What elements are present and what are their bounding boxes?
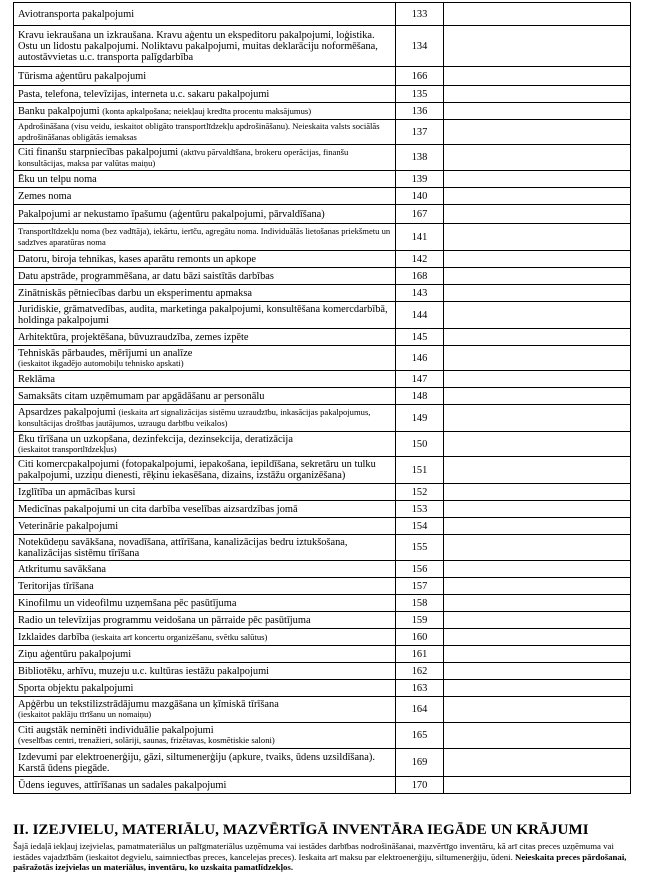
row-label-text: Ziņu aģentūru pakalpojumi [18,648,132,660]
table-row [14,388,631,405]
row-value-field[interactable] [444,561,631,578]
row-code: 152 [396,484,444,501]
row-label-text: Citi augstāk neminēti individuālie pakalpojumi [18,725,214,737]
row-label-text: Arhitektūra, projektēšana, būvuzraudzība, zemes izpēte [18,331,249,343]
row-label-text: Atkritumu savākšana [18,563,107,575]
row-label-text: Datu apstrāde, programmēšana, ar datu bāzi saistītās darbības [18,270,274,282]
row-code: 166 [396,67,444,86]
section-2-body-text: Šajā iedaļā iekļauj izejvielas, pamatmateriālus un palīgmateriālus uzņēmuma vai iestādes darbības nodrošināšanai, mazvērtīgo inventāru, kā arī citas preces uzņēmuma vai iestādes vajadzībām (ieskaitot degvielu, saimniecības preces, kancelejas preces). Ieskaita arī maksu par elektroenerģiju, siltumenerģiju, ūdeni. [13,841,614,862]
row-label [14,646,396,663]
table-row [14,484,631,501]
row-code: 148 [396,388,444,405]
table-row [14,595,631,612]
row-code: 136 [396,103,444,120]
row-value-field[interactable] [444,518,631,535]
row-value-field[interactable] [444,371,631,388]
row-label [14,3,396,26]
row-label-note: Transportlīdzekļu noma (bez vadītāja), iekārtu, ierīču, agregātu noma. Individuālās lietošanas priekšmetu un sadzīves aparatūras noma [18,226,391,247]
row-code: 164 [396,697,444,723]
row-label [14,67,396,86]
row-value-field[interactable] [444,432,631,457]
row-value-field[interactable] [444,329,631,346]
row-label-text: Juridiskie, grāmatvedības, audita, marketinga pakalpojumi, konsultēšana komercdarbībā, holdinga pakalpojumi [18,304,388,326]
table-row [14,188,631,205]
row-label-text: Reklāma [18,373,55,385]
row-label-text: Veterinārie pakalpojumi [18,520,119,532]
row-label [14,329,396,346]
row-code: 160 [396,629,444,646]
row-label-text: Pakalpojumi ar nekustamo īpašumu (aģentūru pakalpojumi, pārvaldīšana) [18,208,325,220]
section-2-description [13,841,633,873]
table-row [14,663,631,680]
row-label-note: (konta apkalpošana; neiekļauj kredīta procentu maksājumus) [102,105,312,116]
row-value-field[interactable] [444,346,631,371]
table-row [14,86,631,103]
row-label-text: Medicīnas pakalpojumi un cita darbība veselības aizsardzības jomā [18,503,298,515]
table-row [14,329,631,346]
table-row [14,646,631,663]
table-row [14,145,631,171]
row-value-field[interactable] [444,171,631,188]
table-row [14,629,631,646]
row-value-field[interactable] [444,578,631,595]
table-row [14,26,631,67]
row-value-field[interactable] [444,67,631,86]
row-code: 144 [396,302,444,329]
section-2-body-bold: Neieskaita preces pārdošanai, pašražotās izejvielas un materiālus, inventāru, ko uzskaita pamatlīdzekļos. [13,851,627,872]
row-value-field[interactable] [444,646,631,663]
row-code: 138 [396,145,444,171]
table-row [14,224,631,251]
row-label [14,697,396,723]
row-value-field[interactable] [444,251,631,268]
row-code: 142 [396,251,444,268]
row-label-text: Citi komercpakalpojumi (fotopakalpojumi, iepakošana, iepildīšana, sekretāru un tulku pakalpojumi, uzziņu dienesti, rēķinu iekasēšana, dizains, izstāžu organizēšana) [18,459,376,481]
section-2-title: II. IZEJVIELU, MATERIĀLU, MAZVĒRTĪGĀ INVENTĀRA IEGĀDE UN KRĀJUMI [13,822,589,838]
row-label-text: Tūrisma aģentūru pakalpojumi [18,70,147,82]
row-value-field[interactable] [444,302,631,329]
row-code: 162 [396,663,444,680]
row-label [14,595,396,612]
row-label-text: Sporta objektu pakalpojumi [18,682,134,694]
row-label [14,501,396,518]
row-label [14,680,396,697]
row-code: 151 [396,457,444,484]
table-row [14,578,631,595]
row-code: 159 [396,612,444,629]
row-value-field[interactable] [444,777,631,794]
row-label-text: Bibliotēku, arhīvu, muzeju u.c. kultūras iestāžu pakalpojumi [18,665,270,677]
row-code: 137 [396,120,444,145]
row-code: 139 [396,171,444,188]
row-code: 163 [396,680,444,697]
row-label [14,723,396,749]
row-label [14,302,396,329]
row-label [14,518,396,535]
row-label [14,224,396,251]
row-label-note: (ieskaitot paklāju tīrīšanu un nomaiņu) [18,709,152,720]
services-table [13,2,631,794]
row-label [14,484,396,501]
row-label [14,103,396,120]
table-row [14,501,631,518]
table-row [14,285,631,302]
row-value-field[interactable] [444,629,631,646]
row-label [14,205,396,224]
row-label [14,388,396,405]
row-value-field[interactable] [444,484,631,501]
table-row [14,171,631,188]
row-label [14,457,396,484]
row-label-text: Datoru, biroja tehnikas, kases aparātu remonts un apkope [18,253,257,265]
row-label-text: Samaksāts citam uzņēmumam par apgādāšanu ar personālu [18,390,265,402]
row-code: 146 [396,346,444,371]
row-label-note: (aktīvu pārvaldīšana, brokeru operācijas, finanšu konsultācijas, maksa par valūtas maiņu) [18,146,349,168]
row-value-field[interactable] [444,120,631,145]
row-value-field[interactable] [444,3,631,26]
row-code: 170 [396,777,444,794]
row-code: 156 [396,561,444,578]
row-label-note: Apdrošināšana (visu veidu, ieskaitot obligāto transportlīdzekļu apdrošināšanu). Neieskaita valsts sociālās apdrošināšanas obligātās iemaksas [18,121,380,142]
row-label-text: Kinofilmu un videofilmu uzņemšana pēc pasūtījuma [18,597,237,609]
row-value-field[interactable] [444,268,631,285]
row-code: 154 [396,518,444,535]
row-label [14,612,396,629]
row-value-field[interactable] [444,595,631,612]
row-label-text: Izdevumi par elektroenerģiju, gāzi, siltumenerģiju (apkure, tvaiks, ūdens uzsildīšana). Karstā ūdens piegāde. [18,751,375,774]
table-row [14,120,631,145]
row-label [14,663,396,680]
row-value-field[interactable] [444,188,631,205]
row-label-text: Apģērbu un tekstilizstrādājumu mazgāšana un ķīmiskā tīrīšana [18,699,279,711]
row-label [14,629,396,646]
row-code: 134 [396,26,444,67]
row-value-field[interactable] [444,388,631,405]
row-code: 150 [396,432,444,457]
table-row [14,302,631,329]
row-label-text: Radio un televīzijas programmu veidošana un pārraide pēc pasūtījuma [18,614,311,626]
row-code: 147 [396,371,444,388]
row-label-text: Citi finanšu starpniecības pakalpojumi [18,146,179,158]
row-label [14,405,396,432]
table-row [14,561,631,578]
row-code: 133 [396,3,444,26]
row-label-text: Tehniskās pārbaudes, mērījumi un analīze [18,347,193,359]
row-label-text: Ūdens ieguves, attīrīšanas un sadales pakalpojumi [18,779,227,791]
row-value-field[interactable] [444,145,631,171]
row-code: 158 [396,595,444,612]
row-label [14,432,396,457]
row-label [14,749,396,777]
row-label [14,777,396,794]
table-row [14,405,631,432]
row-label-text: Zemes noma [18,190,72,202]
row-label-text: Ēku un telpu noma [18,173,97,185]
services-table-body [14,3,631,794]
row-code: 140 [396,188,444,205]
row-label [14,120,396,145]
table-row [14,697,631,723]
table-row [14,251,631,268]
row-code: 161 [396,646,444,663]
row-label-text: Aviotransporta pakalpojumi [18,8,135,20]
row-label [14,371,396,388]
row-code: 145 [396,329,444,346]
table-row [14,268,631,285]
row-label [14,145,396,171]
row-value-field[interactable] [444,535,631,561]
row-code: 149 [396,405,444,432]
table-row [14,3,631,26]
row-value-field[interactable] [444,749,631,777]
row-code: 167 [396,205,444,224]
row-value-field[interactable] [444,224,631,251]
section-2 [13,822,633,873]
table-row [14,103,631,120]
row-label-note: (ieskaitot transportlīdzekļus) [18,443,117,454]
row-label [14,561,396,578]
row-label-note: (ieskaitot ikgadējo automobiļu tehnisko apskati) [18,357,184,368]
row-value-field[interactable] [444,612,631,629]
row-label-text: Notekūdeņu savākšana, novadīšana, attīrīšana, kanalizācijas bedru iztukšošana, kanalizācijas sistēmu tīrīšana [18,536,348,559]
table-row [14,518,631,535]
table-row [14,749,631,777]
table-row [14,457,631,484]
table-row [14,612,631,629]
row-label [14,268,396,285]
row-label-text: Apsardzes pakalpojumi [18,407,116,418]
table-row [14,371,631,388]
row-value-field[interactable] [444,680,631,697]
row-value-field[interactable] [444,501,631,518]
row-value-field[interactable] [444,405,631,432]
row-label-note: (ieskaita arī koncertu organizēšanu, svētku salūtus) [91,631,268,642]
table-row [14,432,631,457]
row-label [14,535,396,561]
row-code: 157 [396,578,444,595]
row-code: 141 [396,224,444,251]
row-value-field[interactable] [444,457,631,484]
row-label-note: (ieskaita arī signalizācijas sistēmu uzraudzību, inkasācijas pakalpojumus, konsultācijas drošības jautājumos, uzraugu darbību veikalos) [18,407,371,428]
row-code: 135 [396,86,444,103]
row-code: 165 [396,723,444,749]
row-code: 143 [396,285,444,302]
row-label-text: Teritorijas tīrīšana [18,580,94,592]
table-row [14,346,631,371]
table-row [14,205,631,224]
row-label-text: Pasta, telefona, televīzijas, interneta u.c. sakaru pakalpojumi [18,88,270,100]
row-value-field[interactable] [444,285,631,302]
row-label [14,171,396,188]
row-label-text: Banku pakalpojumi [18,105,100,117]
row-label [14,285,396,302]
row-label-text: Kravu iekraušana un izkraušana. Kravu aģentu un ekspeditoru pakalpojumi, loģistika. Ostu un lidostu pakalpojumi. Noliktavu pakalpojumi, muitas deklarāciju noformēšana, autostāvvietas u.c. transporta palīgdarbība [18,29,378,63]
row-value-field[interactable] [444,697,631,723]
table-row [14,67,631,86]
row-value-field[interactable] [444,205,631,224]
row-code: 169 [396,749,444,777]
row-label-text: Ēku tīrīšana un uzkopšana, dezinfekcija, dezinsekcija, deratizācija [18,433,293,445]
row-code: 168 [396,268,444,285]
row-value-field[interactable] [444,663,631,680]
row-label [14,86,396,103]
row-label [14,346,396,371]
row-code: 153 [396,501,444,518]
row-label [14,188,396,205]
table-row [14,777,631,794]
table-row [14,535,631,561]
row-value-field[interactable] [444,723,631,749]
row-value-field[interactable] [444,103,631,120]
row-label-text: Izglītība un apmācības kursi [18,486,136,498]
row-code: 155 [396,535,444,561]
row-value-field[interactable] [444,26,631,67]
row-label [14,26,396,67]
table-row [14,723,631,749]
row-label [14,578,396,595]
table-row [14,680,631,697]
row-label-text: Zinātniskās pētniecības darbu un eksperimentu apmaksa [18,287,253,299]
row-label-text: Izklaides darbība [18,631,90,643]
row-value-field[interactable] [444,86,631,103]
row-label-note: (veselības centri, trenažieri, solāriji, saunas, frizētavas, kosmētiskie saloni) [18,735,275,746]
row-label [14,251,396,268]
